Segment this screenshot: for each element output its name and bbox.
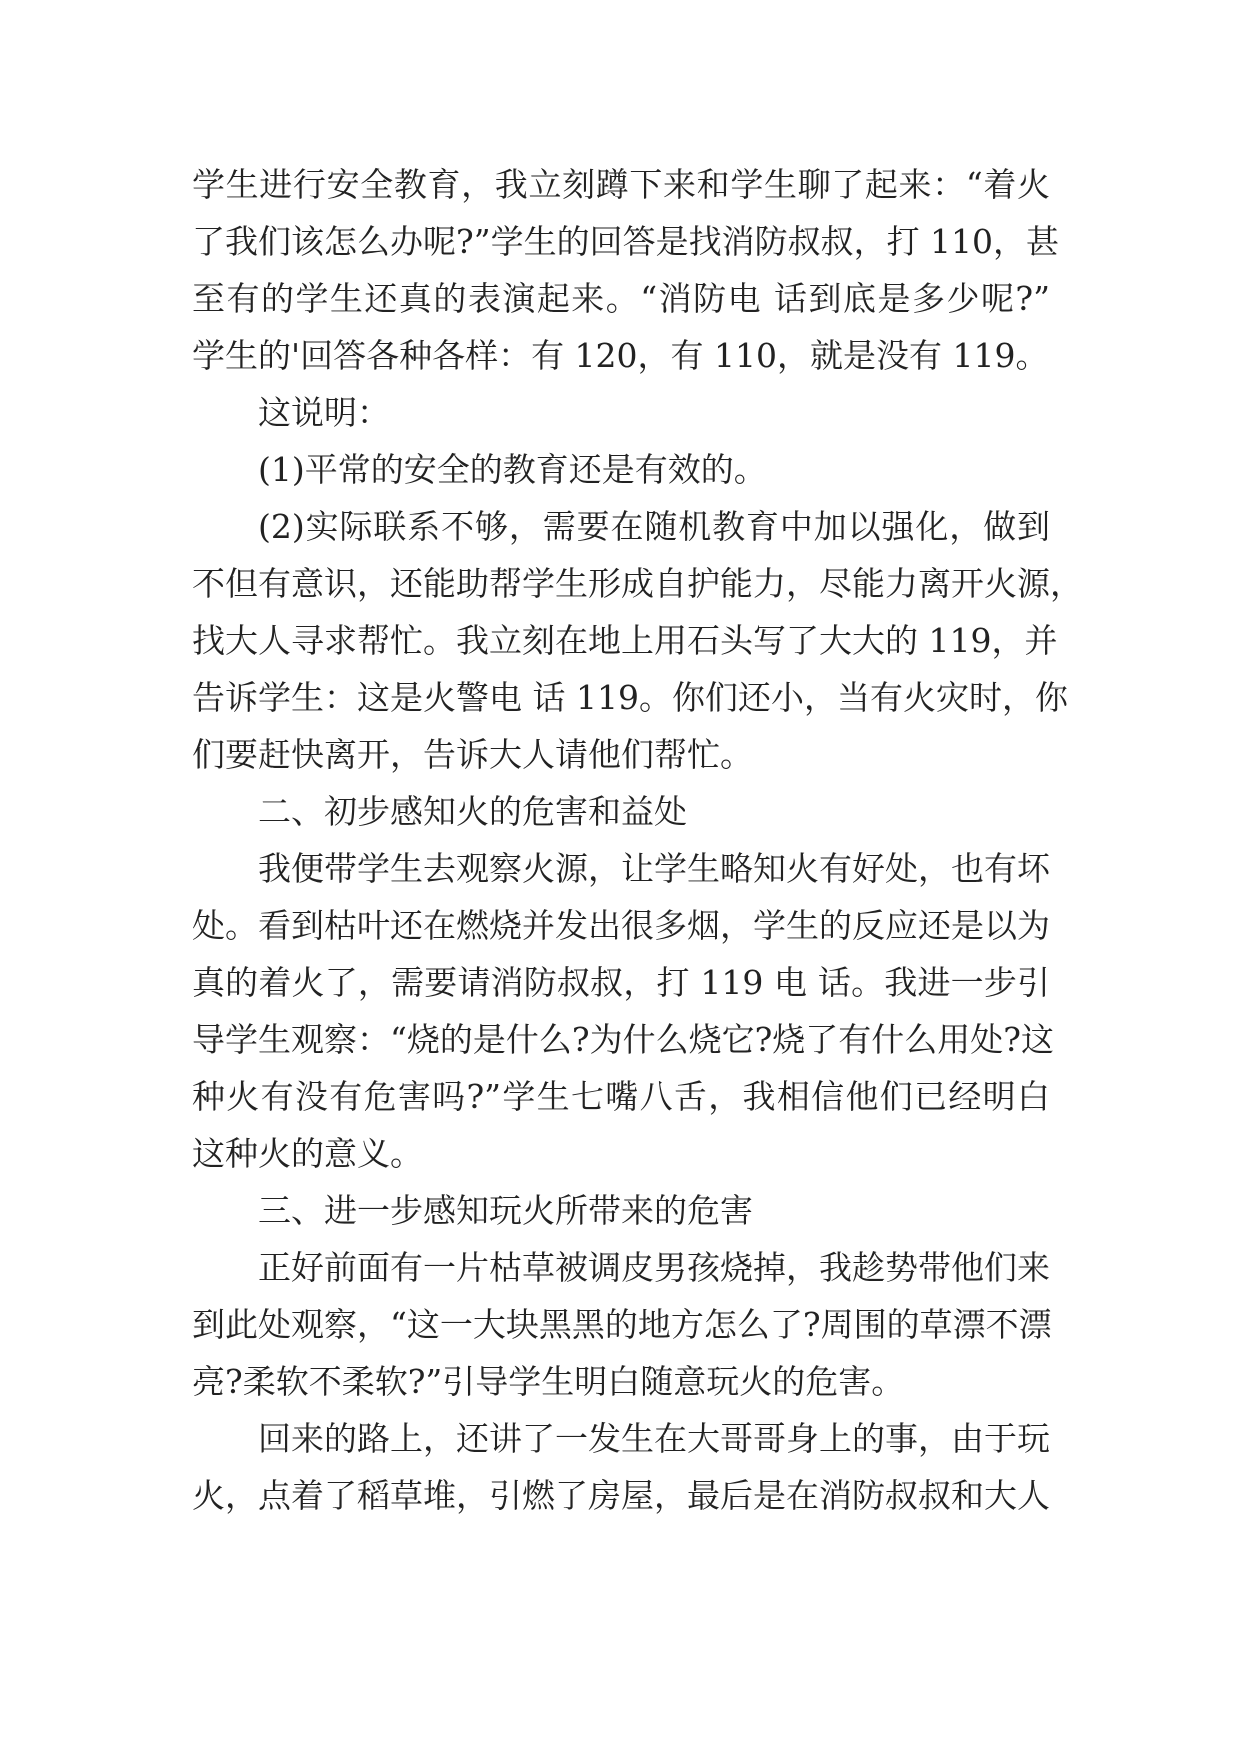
text-line	[0, 497, 1241, 557]
text-line	[0, 1466, 1241, 1526]
text-line	[0, 383, 1241, 443]
line-text: 处。看到枯叶还在燃烧并发出很多烟，学生的反应还是以为	[192, 906, 1050, 945]
text-line	[0, 1295, 1241, 1355]
text-line	[0, 1352, 1241, 1412]
line-text: 正好前面有一片枯草被调皮男孩烧掉，我趁势带他们来	[258, 1248, 1050, 1287]
line-text: 我便带学生去观察火源，让学生略知火有好处，也有坏	[258, 849, 1050, 888]
line-text: 学生进行安全教育，我立刻蹲下来和学生聊了起来：“着火	[192, 165, 1050, 204]
text-line	[0, 839, 1241, 899]
line-text: 真的着火了，需要请消防叔叔，打 119 电 话。我进一步引	[192, 963, 1050, 1002]
line-text: 导学生观察：“烧的是什么?为什么烧它?烧了有什么用处?这	[192, 1020, 1054, 1059]
line-text: 们要赶快离开，告诉大人请他们帮忙。	[192, 735, 753, 774]
text-line	[0, 155, 1241, 215]
text-line	[0, 326, 1241, 386]
text-line	[0, 1010, 1241, 1070]
text-line	[0, 1238, 1241, 1298]
text-line	[0, 896, 1241, 956]
line-text: 火，点着了稻草堆，引燃了房屋，最后是在消防叔叔和大人	[192, 1476, 1050, 1515]
text-line	[0, 668, 1241, 728]
text-line	[0, 611, 1241, 671]
heading-text: 二、初步感知火的危害和益处	[258, 792, 687, 831]
line-text: 亮?柔软不柔软?”引导学生明白随意玩火的危害。	[192, 1362, 905, 1401]
line-text: (2)实际联系不够，需要在随机教育中加以强化，做到	[258, 507, 1050, 546]
text-line	[0, 1067, 1241, 1127]
line-text: 回来的路上，还讲了一发生在大哥哥身上的事，由于玩	[258, 1419, 1050, 1458]
line-text: 不但有意识，还能助帮学生形成自护能力，尽能力离开火源，	[192, 564, 1083, 603]
text-line	[0, 212, 1241, 272]
line-text: 找大人寻求帮忙。我立刻在地上用石头写了大大的 119，并	[192, 621, 1058, 660]
heading-text: 三、进一步感知玩火所带来的危害	[258, 1191, 753, 1230]
line-text: 学生的'回答各种各样：有 120，有 110，就是没有 119。	[192, 336, 1049, 375]
text-line	[0, 1124, 1241, 1184]
line-text: 到此处观察，“这一大块黑黑的地方怎么了?周围的草漂不漂	[192, 1305, 1052, 1344]
text-line	[0, 953, 1241, 1013]
line-text: 至有的学生还真的表演起来。“消防电 话到底是多少呢?”	[192, 279, 1050, 318]
text-line	[0, 1409, 1241, 1469]
text-line	[0, 725, 1241, 785]
line-text: 这种火的意义。	[192, 1134, 423, 1173]
line-text: (1)平常的安全的教育还是有效的。	[258, 450, 767, 489]
text-line	[0, 440, 1241, 500]
text-line	[0, 554, 1241, 614]
line-text: 这说明：	[258, 393, 390, 432]
text-line	[0, 269, 1241, 329]
section-heading	[0, 1181, 1241, 1241]
section-heading	[0, 782, 1241, 842]
line-text: 种火有没有危害吗?”学生七嘴八舌，我相信他们已经明白	[192, 1077, 1050, 1116]
line-text: 了我们该怎么办呢?”学生的回答是找消防叔叔，打 110，甚	[192, 222, 1060, 261]
line-text: 告诉学生：这是火警电 话 119。你们还小，当有火灾时，你	[192, 678, 1068, 717]
